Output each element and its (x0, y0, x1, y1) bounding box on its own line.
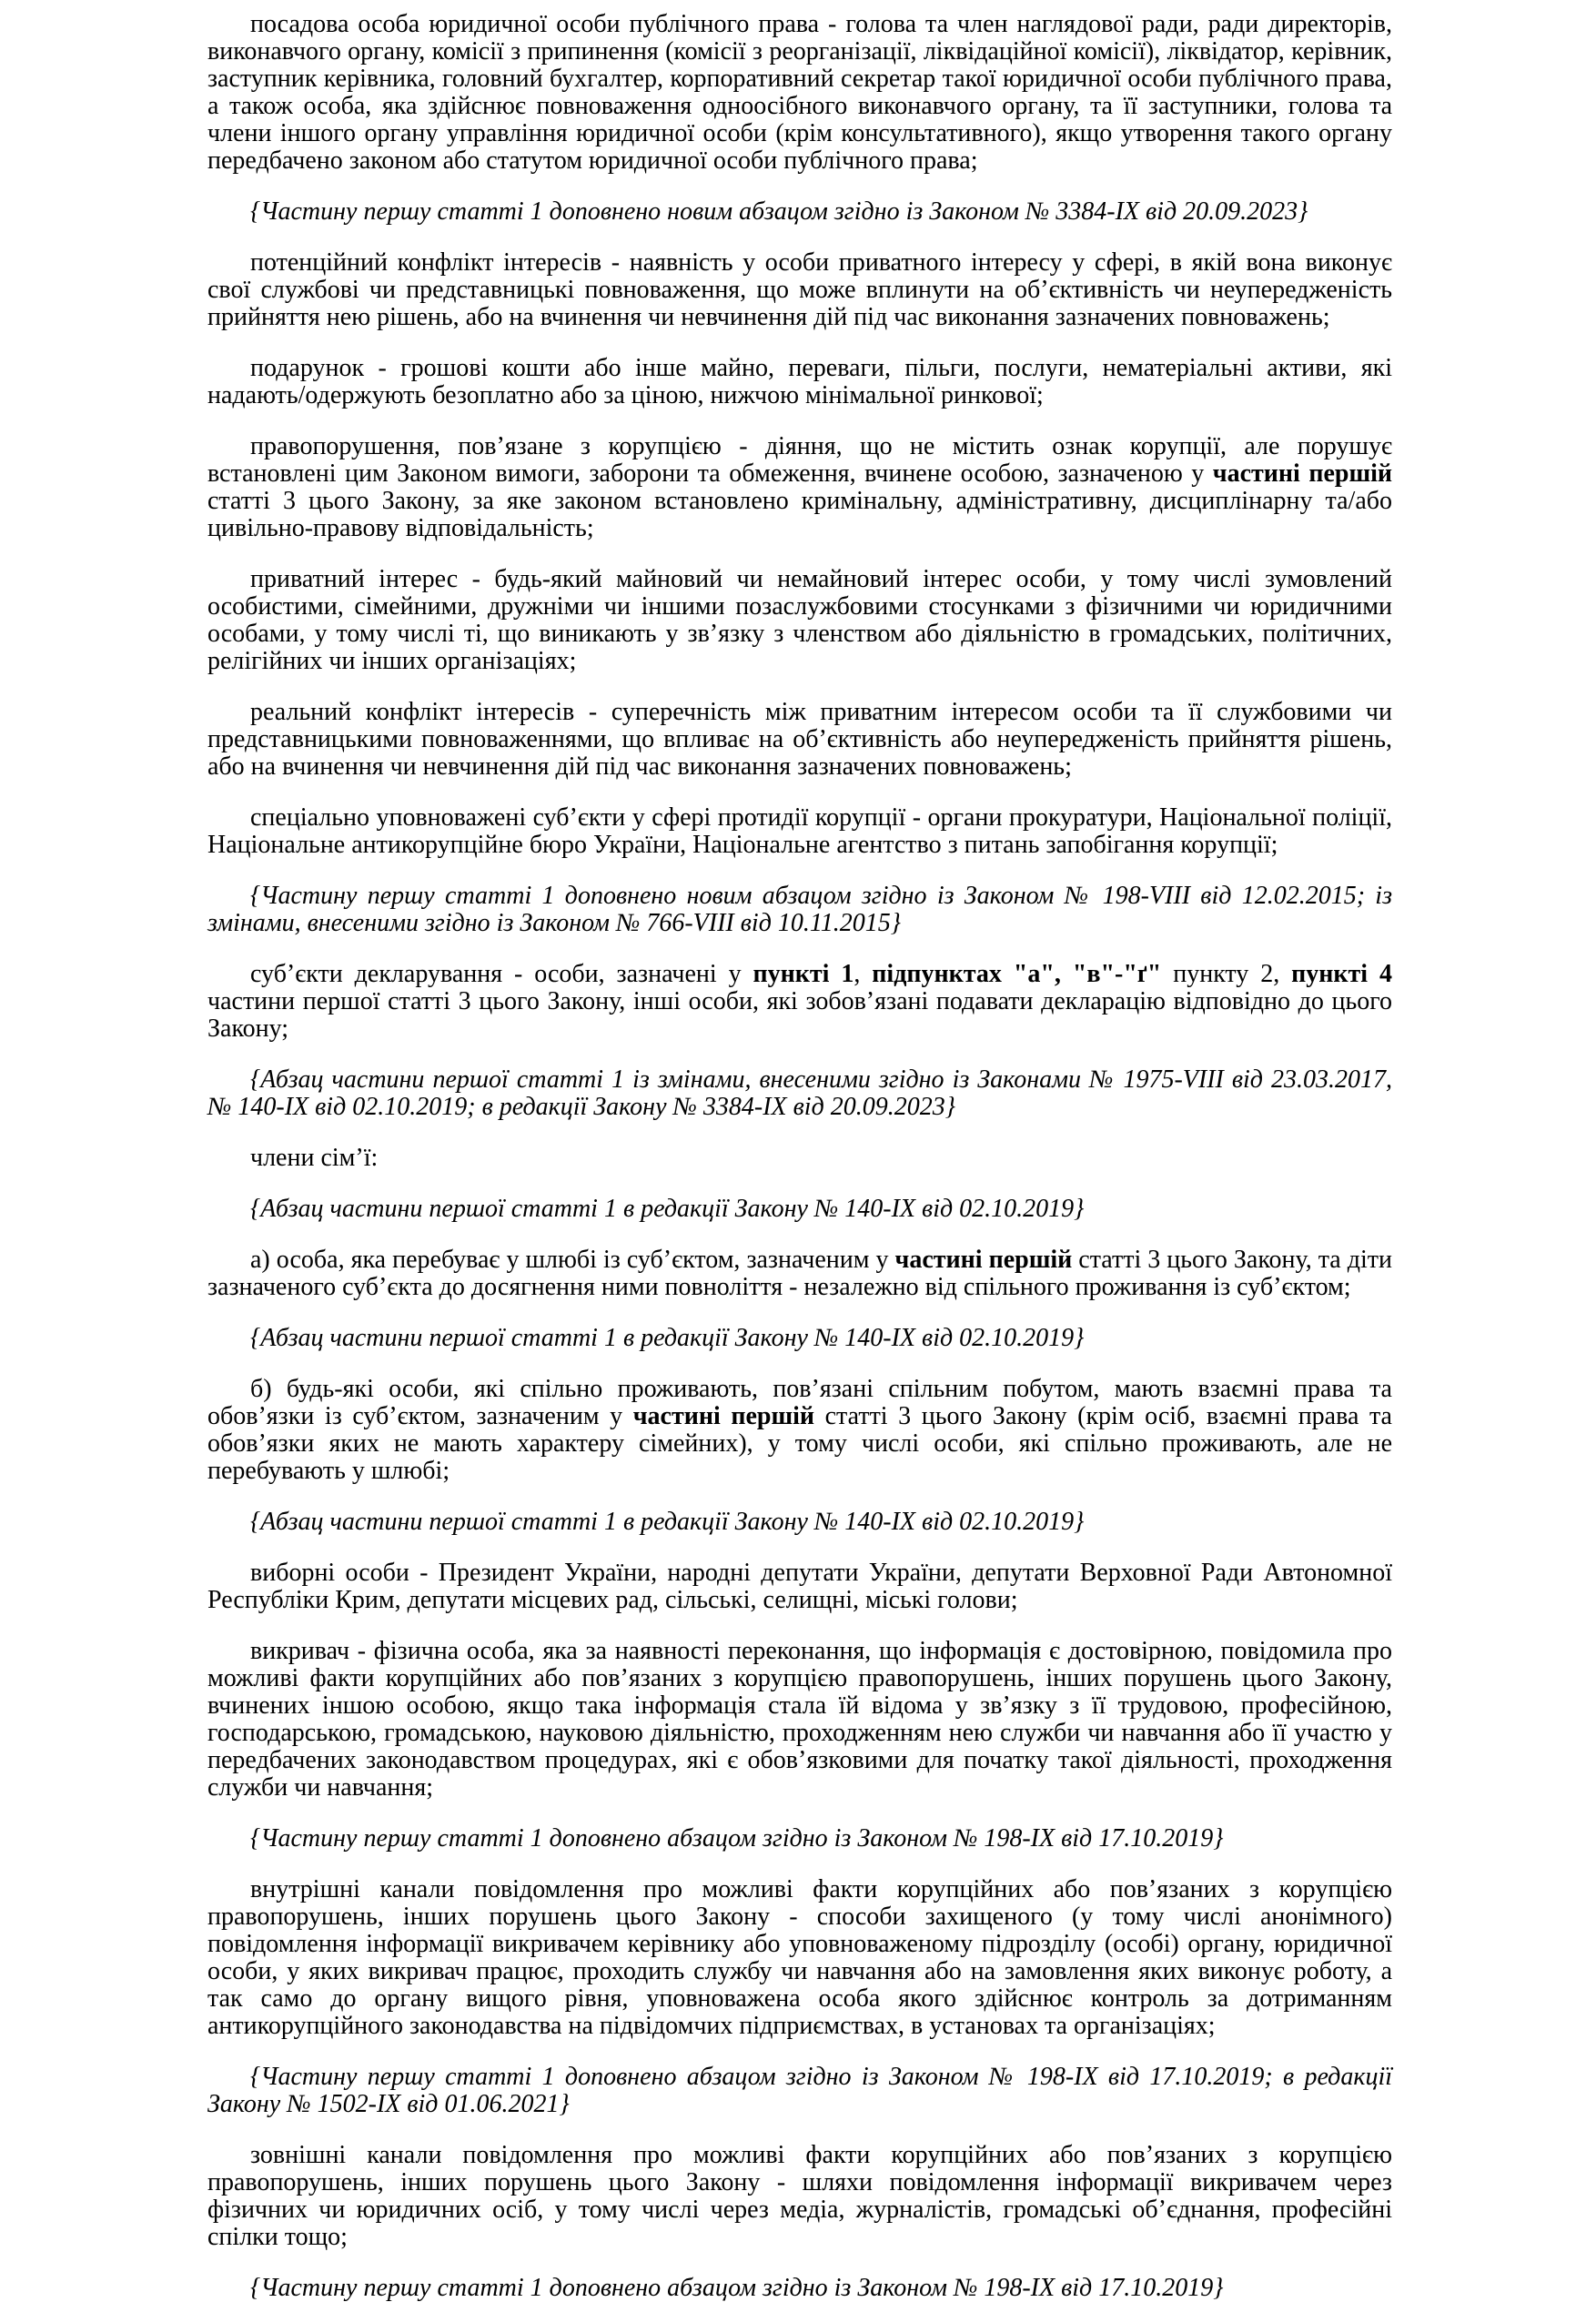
statute-link[interactable]: частині першій (1212, 459, 1393, 488)
text-run: {Абзац частини першої статті 1 в редакції Закону № 140-IX від 02.10.2019} (250, 1195, 1085, 1223)
text-run: члени сім’ї: (250, 1144, 379, 1172)
paragraph (207, 433, 1392, 542)
text-run: , (854, 960, 873, 988)
paragraph (207, 1145, 1392, 1172)
amendment-note (207, 1325, 1392, 1352)
paragraph (207, 249, 1392, 331)
amendment-note (207, 2275, 1392, 2302)
text-run: приватний інтерес - будь-який майновий чи немайновий інтерес особи, у тому числі зумовлений особистими, сімейними, дружніми чи іншими позаслужбовими стосунками з фізичними чи юридичними особами, у тому числі ті, що виникають у зв’язку з членством або діяльністю в громадських, політичних, релігійних чи інших організаціях; (207, 565, 1392, 675)
text-run: спеціально уповноважені суб’єкти у сфері протидії корупції - органи прокуратури, Національної поліції, Національне антикорупційне бюро України, Національне агентство з питань запобігання корупції; (207, 803, 1392, 859)
text-run: пункту 2, (1161, 960, 1292, 988)
statute-link[interactable]: підпунктах "а", "в"-"ґ" (872, 960, 1162, 988)
paragraph (207, 804, 1392, 859)
paragraph (207, 566, 1392, 675)
statute-link[interactable]: частині першій (632, 1402, 815, 1430)
text-run: {Частину першу статті 1 доповнено новим абзацом згідно із Законом № 3384-IX від 20.09.2023} (250, 197, 1308, 226)
amendment-note (207, 1509, 1392, 1536)
amendment-note (207, 883, 1392, 937)
text-run: статті 3 цього Закону, за яке законом встановлено кримінальну, адміністративну, дисциплінарну та/або цивільно-правову відповідальність; (207, 487, 1392, 542)
text-run: подарунок - грошові кошти або інше майно, переваги, пільги, послуги, нематеріальні активи, які надають/одержують безоплатно або за ціною, нижчою мінімальної ринкової; (207, 354, 1392, 409)
amendment-note (207, 1066, 1392, 1121)
paragraph (207, 1247, 1392, 1301)
text-run: правопорушення, пов’язане з корупцією - діяння, що не містить ознак корупції, але порушує встановлені цим Законом вимоги, заборони та обмеження, вчинене особою, зазначеною у (207, 432, 1392, 488)
text-run: викривач - фізична особа, яка за наявності переконання, що інформація є достовірною, повідомила про можливі факти корупційних або пов’язаних з корупцією правопорушень, інших порушень цього Закону, вчинених іншою особою, якщо така інформація стала їй відома у зв’язку з її трудовою, професійною, господарською, громадською, науковою діяльністю, проходженням нею служби чи навчання або її участю у передбачених законодавством процедурах, які є обов’язковими для початку такої діяльності, проходження служби чи навчання; (207, 1637, 1392, 1802)
paragraph (207, 1638, 1392, 1802)
text-run: посадова особа юридичної особи публічного права - голова та член наглядової ради, ради директорів, виконавчого органу, комісії з припинення (комісії з реорганізації, ліквідаційної комісії), ліквідатор, керівник, заступник керівника, головний бухгалтер, корпоративний секретар такої юридичної особи публічного права, а також особа, яка здійснює повноваження одноосібного виконавчого органу, та її заступники, голова та члени іншого органу управління юридичної особи (крім консультативного), якщо утворення такого органу передбачено законом або статутом юридичної особи публічного права; (207, 10, 1392, 175)
paragraph (207, 355, 1392, 409)
text-run: {Частину першу статті 1 доповнено абзацом згідно із Законом № 198-IX від 17.10.2019} (250, 2274, 1224, 2302)
paragraph (207, 1876, 1392, 2040)
text-run: зовнішні канали повідомлення про можливі факти корупційних або пов’язаних з корупцією правопорушень, інших порушень цього Закону - шляхи повідомлення інформації викривачем через фізичних чи юридичних осіб, у тому числі через медіа, журналістів, громадські об’єднання, професійні спілки тощо; (207, 2141, 1392, 2251)
text-run: а) особа, яка перебуває у шлюбі із суб’єктом, зазначеним у (250, 1246, 895, 1274)
text-run: {Частину першу статті 1 доповнено новим абзацом згідно із Законом № 198-VIII від 12.02.2015; із змінами, внесеними згідно із Законом № 766-VIII від 10.11.2015} (207, 882, 1392, 937)
text-run: {Частину першу статті 1 доповнено абзацом згідно із Законом № 198-IX від 17.10.2019} (250, 1824, 1224, 1853)
paragraph (207, 1560, 1392, 1614)
paragraph (207, 699, 1392, 781)
text-run: статті 3 цього Закону, та діти зазначеного суб’єкта до досягнення ними повноліття - незалежно від спільного проживання із суб’єктом; (207, 1246, 1392, 1301)
text-run: реальний конфлікт інтересів - суперечність між приватним інтересом особи та її службовими чи представницькими повноваженнями, що впливає на об’єктивність або неупередженість прийняття рішень, або на вчинення чи невчинення дій під час виконання зазначених повноважень; (207, 698, 1392, 781)
amendment-note (207, 2064, 1392, 2118)
paragraph (207, 2142, 1392, 2251)
paragraph (207, 11, 1392, 175)
amendment-note (207, 1196, 1392, 1223)
text-run: внутрішні канали повідомлення про можливі факти корупційних або пов’язаних з корупцією правопорушень, інших порушень цього Закону - способи захищеного (у тому числі анонімного) повідомлення інформації викривачем керівнику або уповноваженому підрозділу (особі) органу, юридичної особи, у яких викривач працює, проходить службу чи навчання або на замовлення яких виконує роботу, а так само до органу вищого рівня, уповноважена особа якого здійснює контроль за дотриманням антикорупційного законодавства на підвідомчих підприємствах, в установах та організаціях; (207, 1875, 1392, 2040)
amendment-note (207, 198, 1392, 226)
statute-link[interactable]: частині першій (894, 1246, 1073, 1274)
statute-link[interactable]: пункті 1 (753, 960, 854, 988)
text-run: суб’єкти декларування - особи, зазначені у (250, 960, 753, 988)
text-run: виборні особи - Президент України, народні депутати України, депутати Верховної Ради Автономної Республіки Крим, депутати місцевих рад, сільські, селищні, міські голови; (207, 1559, 1392, 1614)
text-run: частини першої статті 3 цього Закону, інші особи, які зобов’язані подавати декларацію відповідно до цього Закону; (207, 987, 1392, 1043)
document-body (207, 11, 1392, 2302)
statute-link[interactable]: пункті 4 (1291, 960, 1393, 988)
text-run: статті 3 цього Закону (крім осіб, взаємні права та обов’язки яких не мають характеру сімейних), у тому числі особи, які спільно проживають, але не перебувають у шлюбі; (207, 1402, 1392, 1485)
amendment-note (207, 1825, 1392, 1853)
text-run: {Частину першу статті 1 доповнено абзацом згідно із Законом № 198-IX від 17.10.2019; в редакції Закону № 1502-IX від 01.06.2021} (207, 2063, 1392, 2118)
text-run: потенційний конфлікт інтересів - наявність у особи приватного інтересу у сфері, в якій вона виконує свої службові чи представницькі повноваження, що може вплинути на об’єктивність чи неупередженість прийняття нею рішень, або на вчинення чи невчинення дій під час виконання зазначених повноважень; (207, 248, 1392, 331)
text-run: {Абзац частини першої статті 1 із змінами, внесеними згідно із Законами № 1975-VIII від 23.03.2017, № 140-IX від 02.10.2019; в редакції Закону № 3384-IX від 20.09.2023} (207, 1065, 1392, 1121)
text-run: {Абзац частини першої статті 1 в редакції Закону № 140-IX від 02.10.2019} (250, 1508, 1085, 1536)
paragraph (207, 1376, 1392, 1485)
paragraph (207, 961, 1392, 1043)
text-run: б) будь-які особи, які спільно проживають, пов’язані спільним побутом, мають взаємні права та обов’язки із суб’єктом, зазначеним у (207, 1375, 1392, 1430)
text-run: {Абзац частини першої статті 1 в редакції Закону № 140-IX від 02.10.2019} (250, 1324, 1085, 1352)
